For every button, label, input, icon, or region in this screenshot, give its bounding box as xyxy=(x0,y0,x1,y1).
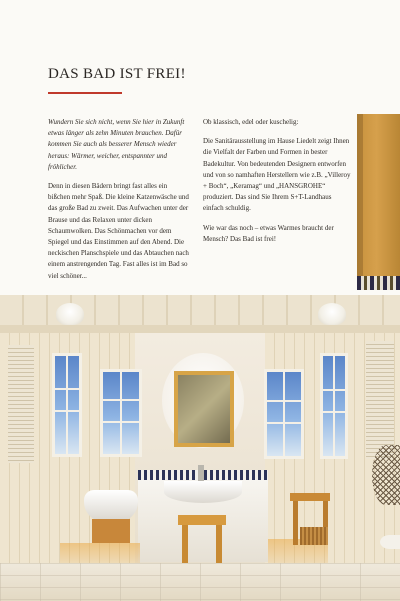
wooden-stool xyxy=(178,515,226,525)
ceiling-beam xyxy=(0,325,400,333)
faucet xyxy=(198,465,204,481)
right-text-column xyxy=(203,117,353,253)
bathtub xyxy=(84,490,138,522)
window-center-left xyxy=(100,369,142,457)
mirror xyxy=(174,371,234,447)
title-underline xyxy=(48,92,122,94)
left-text-column xyxy=(48,117,190,290)
right-paragraph-1: Ob klassisch, edel oder kuschelig: xyxy=(203,118,299,126)
body-paragraph: Denn in diesen Bädern bringt fast alles ein bißchen mehr Spaß. Die kleine Katzenwäsche und das große Bad zu zweit. Das Aufwachen unter der Brause und das Relaxen unter dicken Schaumwolken. Das Schönmachen vor dem Spiegel und das Einstimmen auf den Abend. Die neckischen Planschspiele und das Abtauchen nach einem anstrengenden Tag. Fast alles ist im Bad so viel schöner... xyxy=(48,182,189,280)
wicker-chair xyxy=(372,445,400,505)
right-paragraph-3: Wie war das noch – etwas Warmes braucht der Mensch? Das Bad ist frei! xyxy=(203,223,334,243)
ceiling-lamp-right xyxy=(318,303,346,325)
window-center-right xyxy=(264,369,304,459)
side-table xyxy=(290,493,330,501)
shutter-left xyxy=(8,345,34,463)
tile-border-image xyxy=(357,276,400,290)
ceiling-lamp-left xyxy=(56,303,84,325)
right-paragraph-2: Die Sanitärausstellung im Hause Liedelt zeigt Ihnen die Vielfalt der Farben und Formen in bester Badekultur. Von bedeutenden Designern entworfen und von so namhaften Herstellern wie z.B. „Villeroy + Boch“, „Keramag“ und „HANSGROHE“ produziert. Das sind Sie Ihrem S+T-Landhaus einfach schuldig. xyxy=(203,137,351,213)
tiled-floor xyxy=(0,563,400,601)
shutter-right xyxy=(366,341,394,459)
page-title: DAS BAD IST FREI! xyxy=(48,66,186,82)
window-left-narrow xyxy=(52,353,82,457)
wood-panel-image xyxy=(357,114,400,276)
side-basin xyxy=(380,535,400,549)
bathroom-photo xyxy=(0,295,400,601)
wash-basin xyxy=(164,481,242,503)
floor-light-left xyxy=(60,543,140,565)
wicker-basket xyxy=(300,527,328,545)
window-right-narrow xyxy=(320,353,348,459)
intro-paragraph: Wundern Sie sich nicht, wenn Sie hier in Zukunft etwas länger als zehn Minuten brauchen. Dafür kommen Sie auch als besserer Mensch wieder heraus: Wärmer, weicher, entspannter und fröhlicher. xyxy=(48,118,185,171)
bathtub-stand xyxy=(92,519,130,543)
table-leg xyxy=(293,501,298,545)
